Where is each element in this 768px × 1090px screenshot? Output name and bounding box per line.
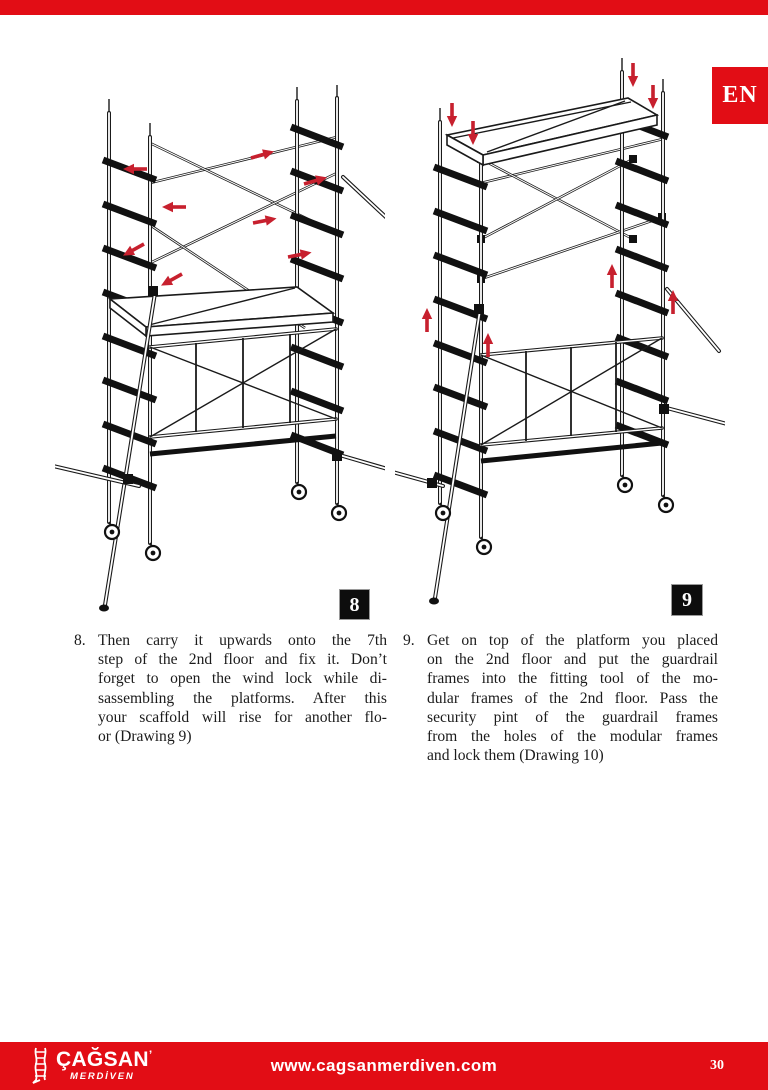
text-line: dular frames of the 2nd floor. Pass the [427,689,718,707]
text-line: or (Drawing 9) [98,728,192,746]
instruction-step-8 [74,631,387,746]
figure-badge-8 [339,589,370,620]
figure-badge-8-label: 8 [349,593,360,616]
text-line: Get on top of the platform you placed [427,632,718,649]
scaffold-drawing-8 [55,85,385,630]
language-badge-label: EN [722,82,758,108]
instruction-step-9 [403,631,718,765]
text-line: forget to open the wind lock while di- [98,670,387,688]
website-url: www.cagsanmerdiven.com [270,1056,498,1075]
top-red-bar [0,0,768,15]
casters [105,482,346,560]
text-line: step of the 2nd floor and fix it. Don’t [98,651,387,669]
page-number: 30 [710,1058,724,1073]
brand-trademark: ’ [148,1047,153,1062]
text-line: your scaffold will rise for another flo- [98,708,387,726]
figure-badge-9 [671,584,703,616]
step-number: 9. [403,632,415,649]
brand-subtitle: MERDİVEN [70,1070,135,1082]
footer-bar [0,1042,768,1090]
top-platform [447,98,657,165]
text-line: Then carry it upwards onto the 7th [98,632,387,649]
text-line: and lock them (Drawing 10) [427,747,604,765]
text-line: frames into the fitting tool of the mo- [427,670,718,688]
step-number: 8. [74,632,86,649]
scaffold-drawing-9 [395,55,725,615]
text-line: from the holes of the modular frames [427,728,718,746]
lower-truss [481,338,662,461]
text-line: on the 2nd floor and put the guardrail [427,651,718,669]
platform [110,287,333,336]
brand-name: ÇAĞSAN [56,1047,149,1071]
lower-truss [150,329,336,454]
step-text [427,631,718,765]
text-line: security pint of the guardrail frames [427,708,718,726]
text-line: sassembling the platforms. After this [98,689,387,707]
figure-badge-9-label: 9 [682,589,692,611]
step-text [98,631,387,746]
